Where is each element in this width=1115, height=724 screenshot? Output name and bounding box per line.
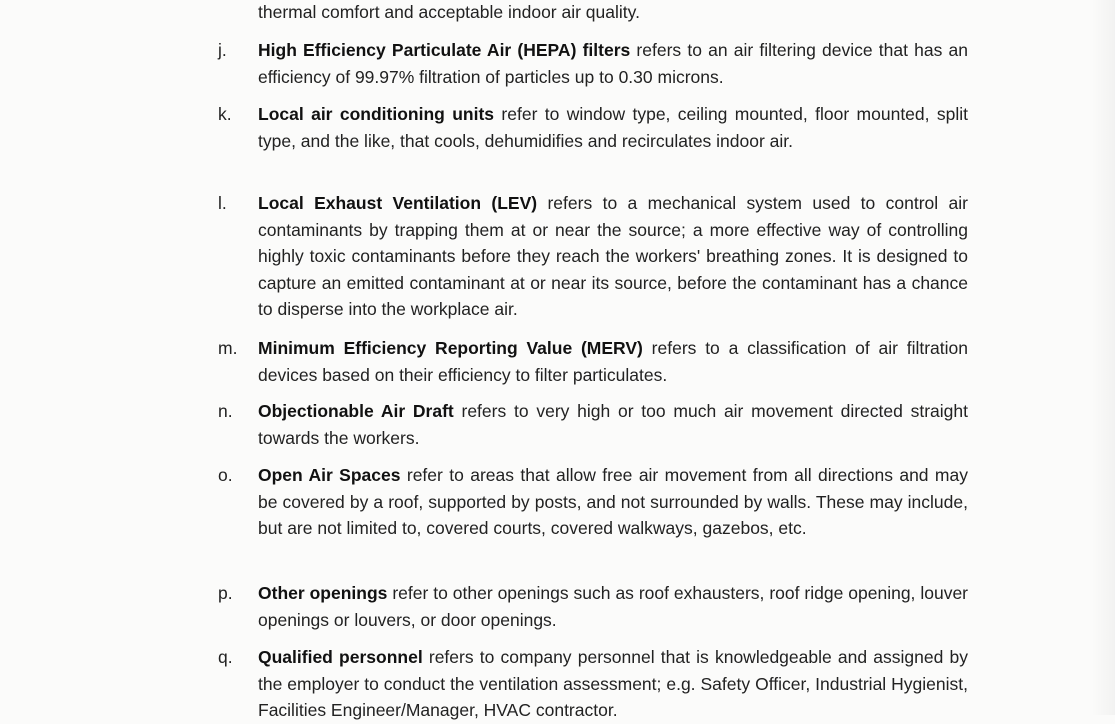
definition-term: High Efficiency Particulate Air (HEPA) filters [258, 40, 631, 60]
scan-edge-shadow [1091, 0, 1115, 715]
item-marker: m. [218, 338, 238, 358]
definition-term: Objectionable Air Draft [258, 401, 454, 421]
definition-term: Local Exhaust Ventilation (LEV) [258, 193, 538, 213]
item-marker: p. [218, 583, 233, 603]
definition-text [258, 190, 968, 323]
definition-term: Open Air Spaces [258, 465, 401, 485]
definition-body: refer to other openings such as roof exhausters, roof ridge opening, louver openings or louvers, or door openings. [258, 583, 969, 630]
definition-term: Qualified personnel [258, 647, 423, 667]
definition-body: refer to window type, ceiling mounted, floor mounted, split type, and the like, that cools, dehumidifies and recirculates indoor air. [258, 104, 969, 151]
definition-body: refers to an air filtering device that has an efficiency of 99.97% filtration of particles up to 0.30 microns. [258, 40, 969, 87]
definition-text [258, 580, 968, 633]
item-marker: n. [218, 401, 233, 421]
definition-body: refer to areas that allow free air movement from all directions and may be covered by a roof, supported by posts, and not surrounded by walls. These may include, but are not limited to, covered courts, covered walkways, gazebos, etc. [258, 465, 968, 538]
item-marker: j. [218, 40, 227, 60]
definition-term: Local air conditioning units [258, 104, 495, 124]
definition-body: refers to a mechanical system used to control air contaminants by trapping them at or near the source; a more effective way of controlling highly toxic contaminants before they reach the workers' breathing zones. It is designed to capture an emitted contaminant at or near its source, before the contaminant has a chance to disperse into the workplace air. [258, 193, 968, 319]
item-marker: o. [218, 465, 233, 485]
definition-body: refers to company personnel that is knowledgeable and assigned by the employer to conduct the ventilation assessment; e.g. Safety Officer, Industrial Hygienist, Facilities Engineer/Manager, HVAC contractor. [258, 647, 968, 720]
item-marker: l. [218, 193, 227, 213]
definition-text [258, 644, 968, 724]
definition-text [258, 462, 968, 542]
item-marker: q. [218, 647, 233, 667]
continued-text: thermal comfort and acceptable indoor air quality. [258, 2, 640, 22]
definition-text [258, 335, 968, 388]
item-marker: k. [218, 104, 232, 124]
definition-text [258, 398, 968, 451]
definition-term: Minimum Efficiency Reporting Value (MERV) [258, 338, 643, 358]
definition-term: Other openings [258, 583, 388, 603]
definition-text [258, 101, 968, 154]
definition-body: refers to a classification of air filtration devices based on their efficiency to filter particulates. [258, 338, 968, 385]
definition-text [258, 37, 968, 90]
definition-body: refers to very high or too much air movement directed straight towards the workers. [258, 401, 969, 448]
